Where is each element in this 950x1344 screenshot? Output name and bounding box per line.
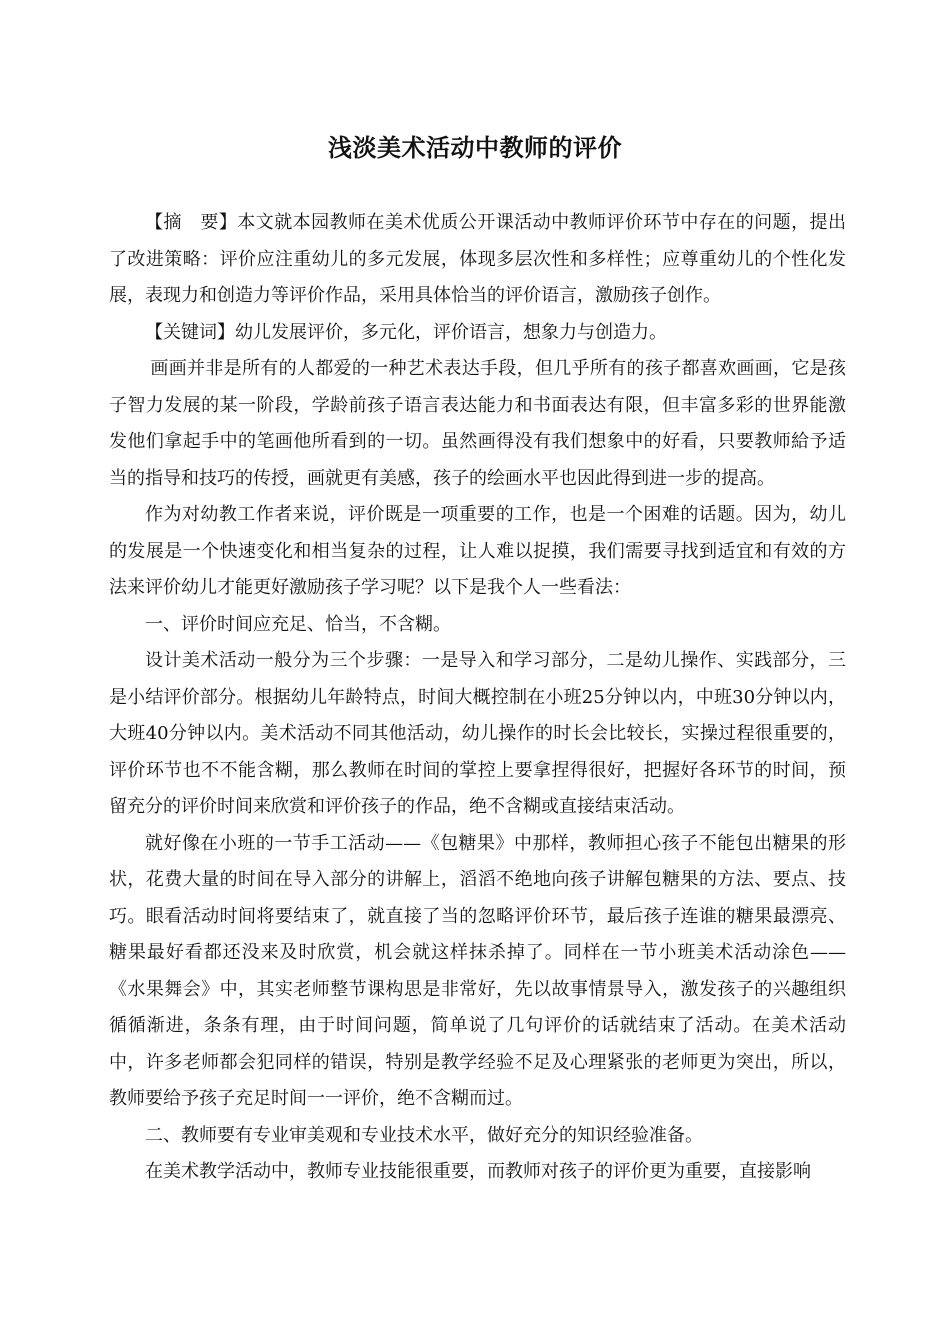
abstract-text: 本文就本园教师在美术优质公开课活动中教师评价环节中存在的问题，提出了改进策略：评价应注重幼儿的多元发展，体现多层次性和多样性；应尊重幼儿的个性化发展，表现力和创造力等评价作品，采用具体恰当的评价语言，激励孩子创作。 xyxy=(109,212,846,306)
body-paragraph: 画画并非是所有的人都爱的一种艺术表达手段，但几乎所有的孩子都喜欢画画，它是孩子智力发展的某一阶段，学龄前孩子语言表达能力和书面表达有限，但丰富多彩的世界能激发他们拿起手中的笔画他所看到的一切。虽然画得没有我们想象中的好看，只要教师給予适当的指导和技巧的传授，画就更有美感，孩子的绘画水平也因此得到进一步的提高。 xyxy=(109,358,846,489)
body-paragraph: 作为对幼教工作者来说，评价既是一项重要的工作，也是一个困难的话题。因为，幼儿的发展是一个快速变化和相当复杂的过程，让人难以捉摸，我们需要寻找到适宜和有效的方法来评价幼儿才能更好激励孩子学习呢？以下是我个人一些看法： xyxy=(109,504,846,598)
section-heading: 二、教师要有专业审美观和专业技术水平，做好充分的知识经验准备。 xyxy=(145,1124,703,1146)
document-body xyxy=(109,205,846,1191)
abstract-label: 【摘 要】 xyxy=(145,212,238,233)
body-paragraph: 在美术教学活动中，教师专业技能很重要，而教师对孩子的评价更为重要，直接影响 xyxy=(145,1161,811,1182)
abstract-paragraph xyxy=(109,205,846,315)
keywords-paragraph xyxy=(109,315,846,352)
body-paragraph: 设计美术活动一般分为三个步骤：一是导入和学习部分，二是幼儿操作、实践部分，三是小结评价部分。根据幼儿年龄特点，时间大概控制在小班25分钟以内，中班30分钟以内，大班40分钟以内。美术活动不同其他活动，幼儿操作的时长会比较长，实操过程很重要的，评价环节也不不能含糊，那么教师在时间的掌控上要拿捏得很好，把握好各环节的时间，预留充分的评价时间来欣赏和评价孩子的作品，绝不含糊或直接结束活动。 xyxy=(109,650,846,817)
section-heading: 一、评价时间应充足、恰当，不含糊。 xyxy=(145,613,451,635)
keywords-text: 幼儿发展评价，多元化，评价语言，想象力与创造力。 xyxy=(235,321,667,343)
body-paragraph: 就好像在小班的一节手工活动——《包糖果》中那样，教师担心孩子不能包出糖果的形状，花费大量的时间在导入部分的讲解上，滔滔不绝地向孩子讲解包糖果的方法、要点、技巧。眼看活动时间将要结束了，就直接了当的忽略评价环节，最后孩子连谁的糖果最漂亮、糖果最好看都还没来及时欣赏，机会就这样抹杀掉了。同样在一节小班美术活动涂色——《水果舞会》中，其实老师整节课构思是非常好，先以故事情景导入，激发孩子的兴趣组织循循渐进，条条有理，由于时间问题，简单说了几句评价的话就结束了活动。在美术活动中，许多老师都会犯同样的错误，特别是教学经验不足及心理紧张的老师更为突出，所以，教师要给予孩子充足时间一一评价，绝不含糊而过。 xyxy=(109,832,846,1109)
keywords-label: 【关键词】 xyxy=(145,321,235,343)
document-title: 浅淡美术活动中教师的评价 xyxy=(328,133,622,162)
